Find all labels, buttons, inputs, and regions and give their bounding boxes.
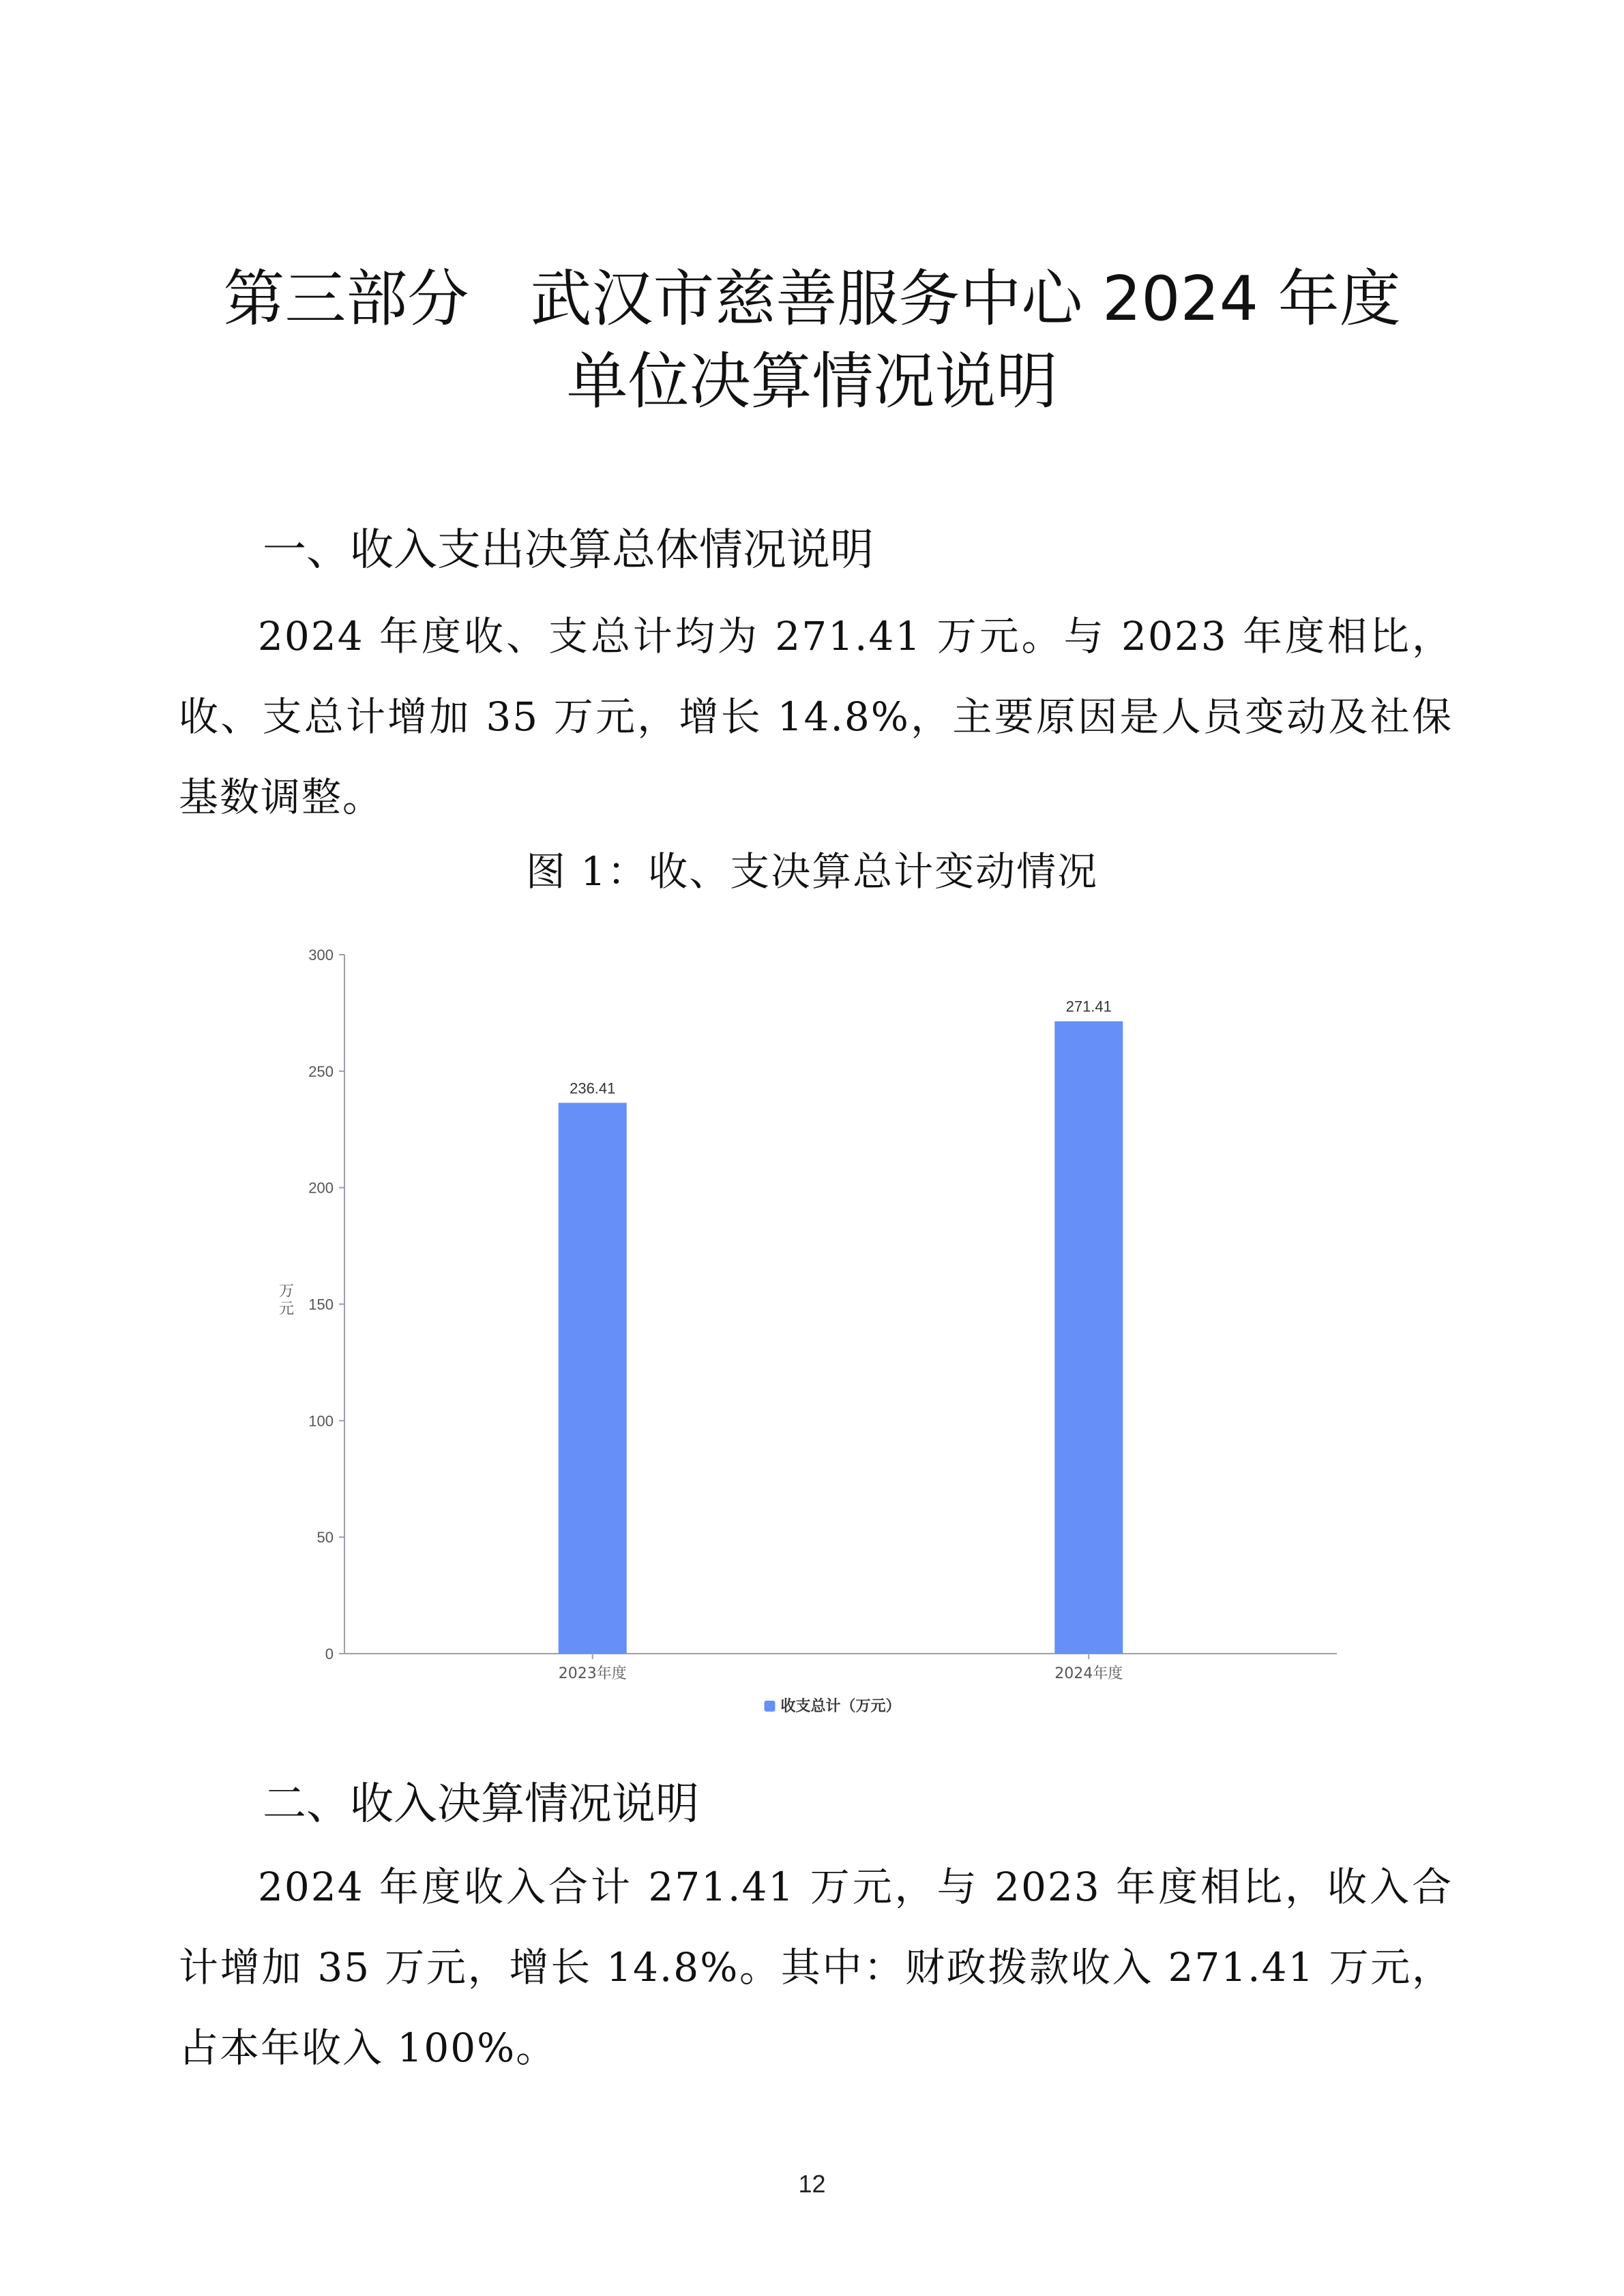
page-number: 12	[798, 2170, 826, 2198]
y-axis-label: 万	[278, 1283, 295, 1300]
y-tick-label: 250	[308, 1062, 334, 1080]
y-axis-label: 元	[278, 1300, 295, 1318]
y-tick-label: 150	[308, 1296, 334, 1313]
x-tick-label: 2023年度	[558, 1665, 627, 1682]
document-title-line-2: 单位决算情况说明	[566, 346, 1058, 417]
y-tick-label: 100	[308, 1412, 334, 1430]
bar	[559, 1103, 627, 1654]
y-tick-label: 200	[308, 1179, 334, 1197]
section-2-paragraph: 2024 年度收入合计 271.41 万元，与 2023 年度相比，收入合计增加 35 万元，增长 14.8%。其中：财政拨款收入 271.41 万元，占本年收入 100%。	[179, 1864, 1453, 2071]
document-title-line-1: 第三部分 武汉市慈善服务中心 2024 年度	[223, 263, 1401, 335]
y-tick-label: 50	[316, 1529, 334, 1547]
y-tick-label: 0	[325, 1645, 334, 1663]
section-1-heading: 一、收入支出决算总体情况说明	[263, 525, 874, 576]
legend-swatch	[765, 1701, 776, 1712]
bar-data-label: 271.41	[1065, 998, 1112, 1015]
legend-label: 收支总计（万元）	[780, 1698, 901, 1715]
bar	[1054, 1022, 1123, 1654]
income-expense-bar-chart	[259, 921, 1350, 1739]
section-2-heading: 二、收入决算情况说明	[263, 1779, 699, 1830]
section-1-paragraph: 2024 年度收、支总计均为 271.41 万元。与 2023 年度相比，收、支总计增加 35 万元，增长 14.8%，主要原因是人员变动及社保基数调整。	[179, 613, 1453, 820]
bar-data-label: 236.41	[570, 1079, 616, 1097]
figure-caption: 图 1：收、支决算总计变动情况	[525, 848, 1099, 895]
y-tick-label: 300	[308, 946, 334, 964]
x-tick-label: 2024年度	[1054, 1665, 1123, 1682]
